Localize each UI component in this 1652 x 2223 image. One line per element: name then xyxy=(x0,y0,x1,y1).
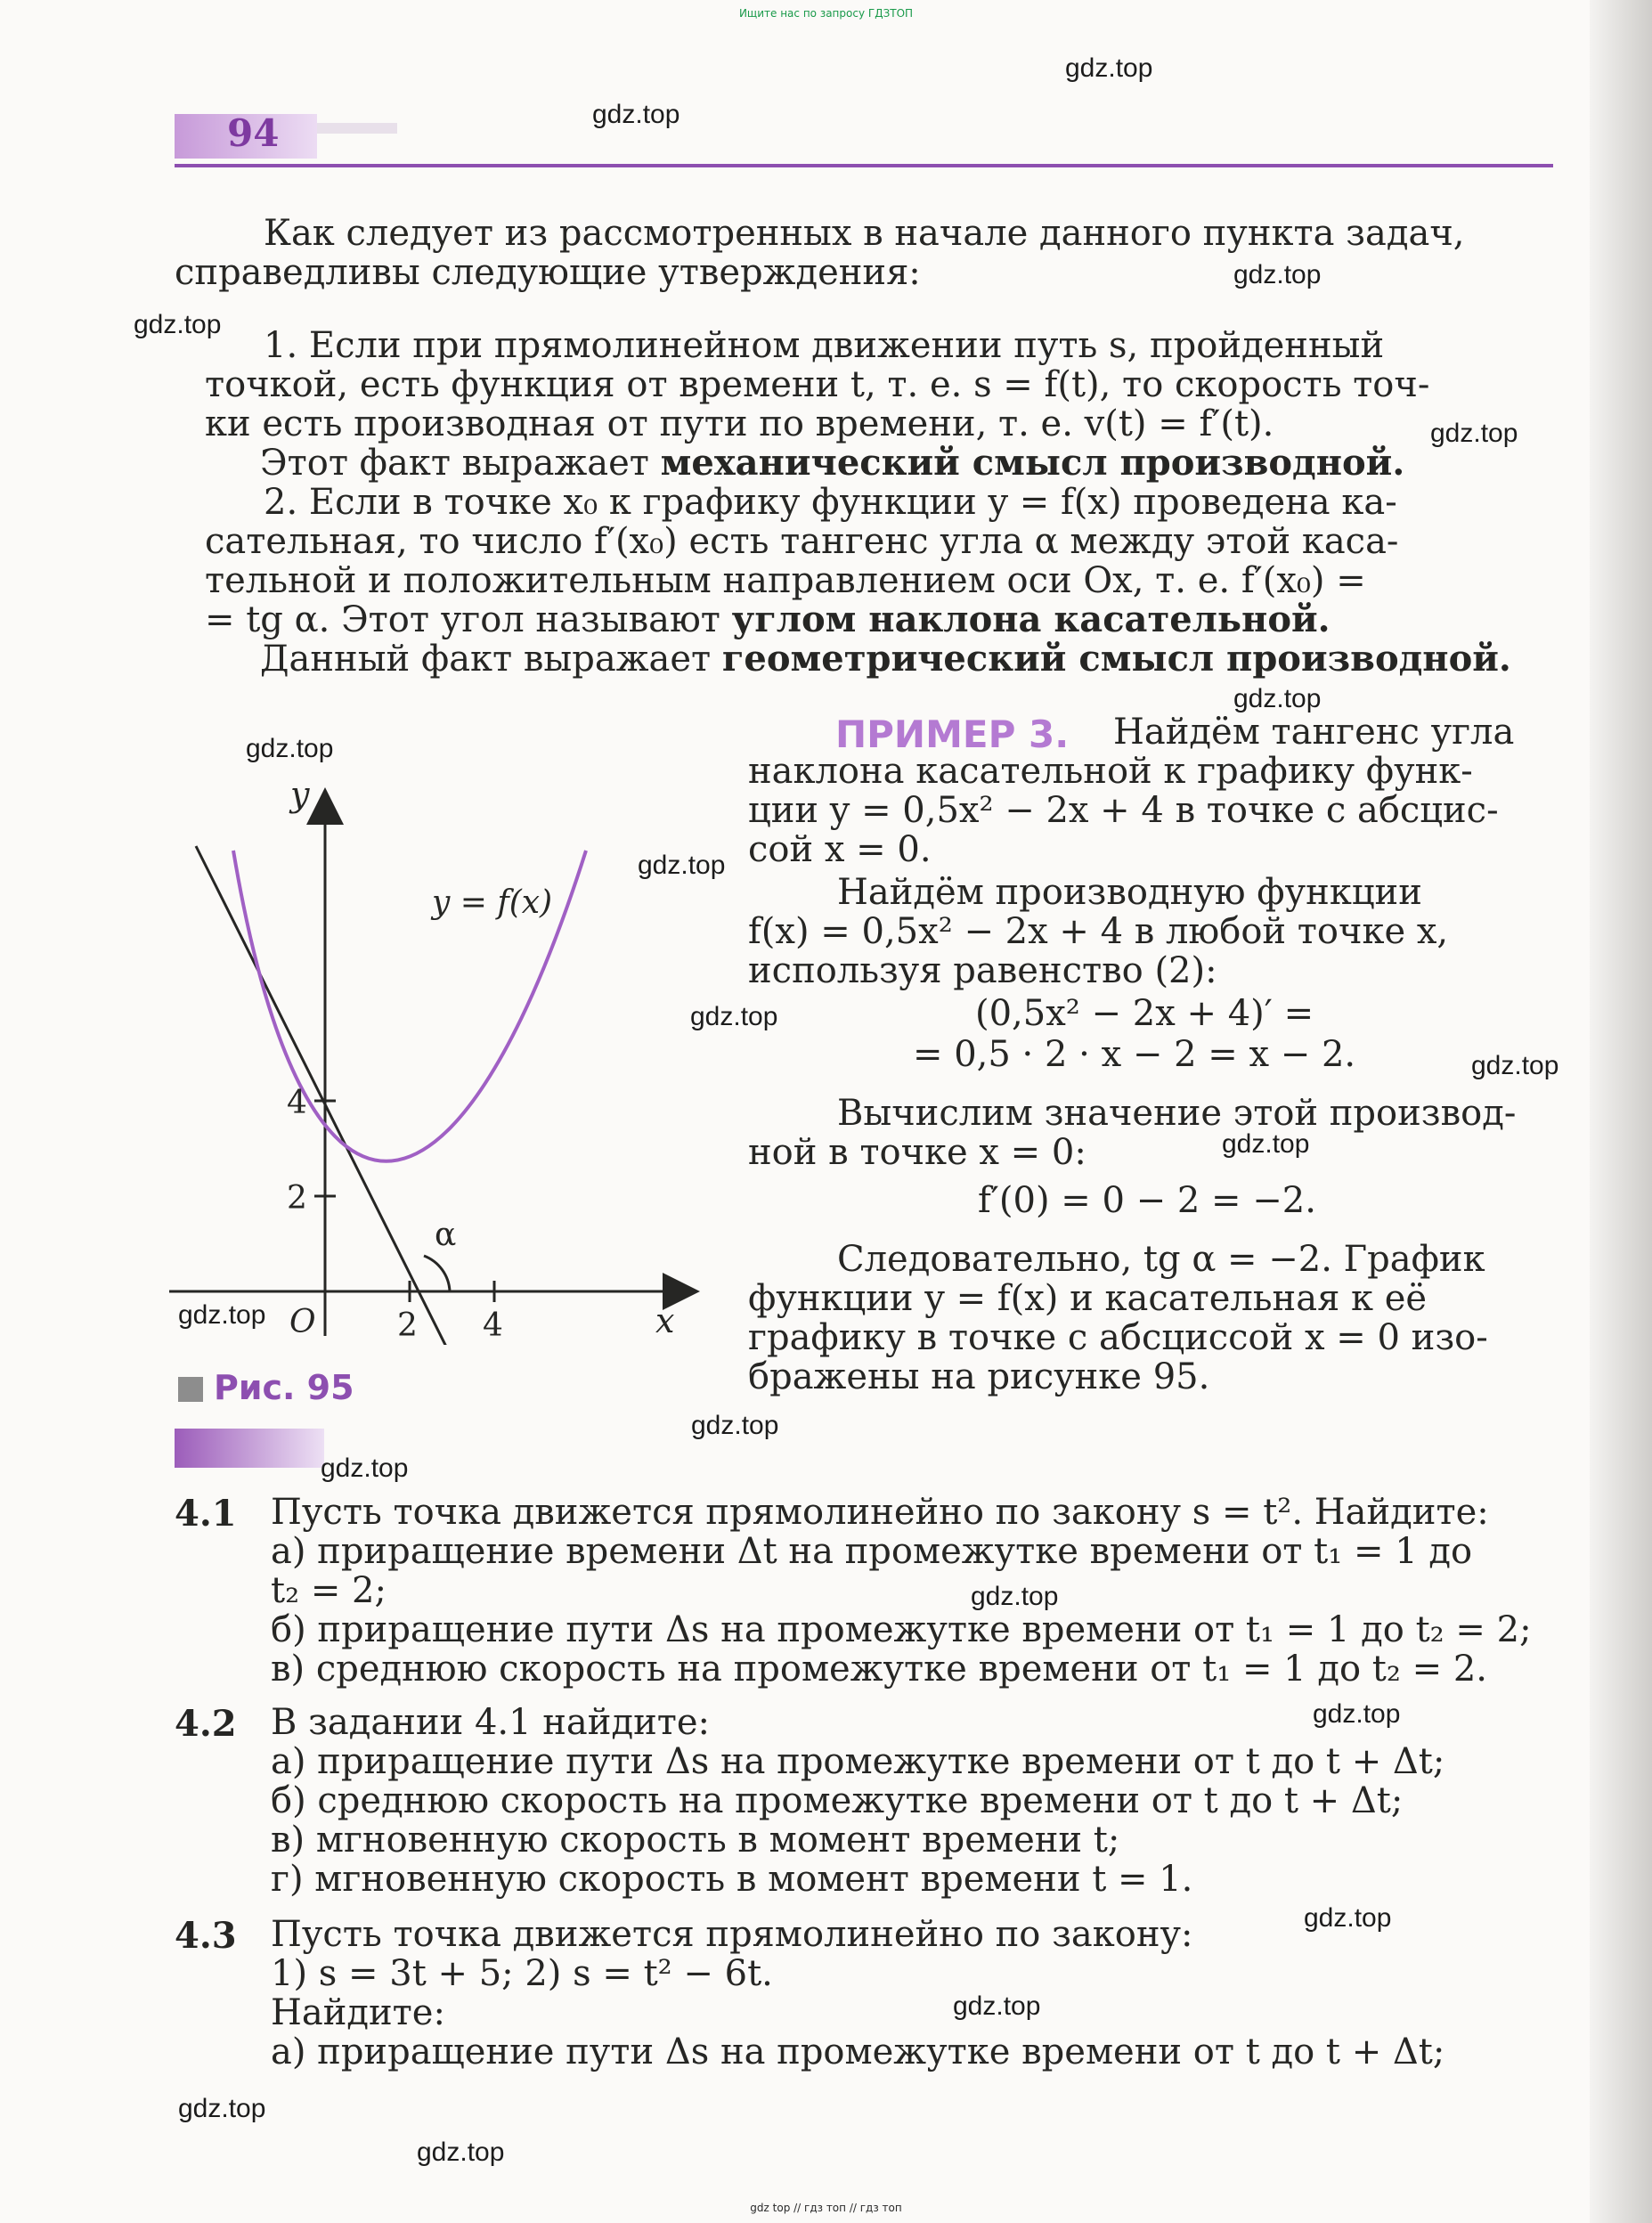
exercise-number: 4.1 xyxy=(175,1493,237,1535)
page-number: 94 xyxy=(227,111,280,155)
watermark: gdz.top xyxy=(321,1454,409,1483)
curve-label: y = f(x) xyxy=(432,884,553,921)
y-tick-label-2: 2 xyxy=(287,1180,307,1217)
figure-caption-marker xyxy=(178,1377,203,1402)
exercise-line: Найдите: xyxy=(271,1992,445,2033)
intro-line-2: справедливы следующие утверждения: xyxy=(175,252,921,293)
bottom-note: gdz top // гдз топ // гдз топ xyxy=(750,2202,902,2214)
top-note: Ищите нас по запросу ГДЗТОП xyxy=(738,7,914,20)
tangent-line xyxy=(196,846,450,1345)
intro-line-1: Как следует из рассмотренных в начале данного пункта задач, xyxy=(264,213,1465,254)
exercise-line: а) приращение времени Δt на промежутке времени от t₁ = 1 до xyxy=(271,1531,1473,1572)
watermark: gdz.top xyxy=(1471,1051,1559,1080)
watermark: gdz.top xyxy=(1233,260,1322,289)
example-line: функции y = f(x) и касательная к её xyxy=(748,1278,1428,1319)
x-tick-label-2: 2 xyxy=(397,1307,418,1344)
example-formula: f′(0) = 0 − 2 = −2. xyxy=(978,1180,1316,1221)
watermark: gdz.top xyxy=(178,1300,266,1330)
exercise-line: а) приращение пути Δs на промежутке времени от t до t + Δt; xyxy=(271,1741,1445,1782)
exercise-line: б) приращение пути Δs на промежутке времени от t₁ = 1 до t₂ = 2; xyxy=(271,1609,1532,1650)
example-line: Найдём производную функции xyxy=(837,872,1422,913)
watermark: gdz.top xyxy=(638,851,726,880)
exercise-line: Пусть точка движется прямолинейно по закону s = t². Найдите: xyxy=(271,1492,1489,1533)
origin-label: O xyxy=(289,1304,316,1340)
example-title: ПРИМЕР 3. xyxy=(835,712,1070,756)
item1-fact: Этот факт выражает механический смысл производной. xyxy=(260,442,1405,484)
watermark: gdz.top xyxy=(953,1991,1041,2021)
exercise-line: г) мгновенную скорость в момент времени t = 1. xyxy=(271,1859,1193,1900)
example-line: графику в точке с абсциссой x = 0 изо- xyxy=(748,1317,1488,1358)
item1-line-1: 1. Если при прямолинейном движении путь s, пройденный xyxy=(264,325,1385,366)
item2-line-1: 2. Если в точке x₀ к графику функции y = f(x) проведена ка- xyxy=(264,482,1397,523)
header-ghost-text xyxy=(317,123,397,134)
watermark: gdz.top xyxy=(1430,419,1518,448)
y-axis-label: y xyxy=(290,775,310,814)
example-line: Следовательно, tg α = −2. График xyxy=(837,1239,1485,1280)
angle-arc xyxy=(424,1256,450,1291)
page-edge-shadow xyxy=(1590,0,1652,2223)
exercise-line: в) мгновенную скорость в момент времени t; xyxy=(271,1820,1120,1861)
example-line: бражены на рисунке 95. xyxy=(748,1356,1210,1397)
exercise-line: 1) s = 3t + 5; 2) s = t² − 6t. xyxy=(271,1953,773,1994)
exercise-number: 4.3 xyxy=(175,1915,237,1957)
watermark: gdz.top xyxy=(246,734,334,763)
exercise-line: в) среднюю скорость на промежутке времени от t₁ = 1 до t₂ = 2. xyxy=(271,1649,1487,1690)
example-formula: = 0,5 · 2 · x − 2 = x − 2. xyxy=(913,1034,1356,1075)
item2-fact: Данный факт выражает геометрический смысл производной. xyxy=(260,638,1511,680)
figure-caption: Рис. 95 xyxy=(214,1368,354,1407)
example-line: ции y = 0,5x² − 2x + 4 в точке с абсцис- xyxy=(748,790,1499,831)
figure-95 xyxy=(160,766,712,1345)
exercise-line: б) среднюю скорость на промежутке времени от t до t + Δt; xyxy=(271,1780,1404,1821)
exercises-band xyxy=(175,1429,324,1468)
watermark: gdz.top xyxy=(691,1411,779,1440)
watermark: gdz.top xyxy=(592,100,680,129)
watermark: gdz.top xyxy=(1304,1903,1392,1933)
example-line: Вычислим значение этой производ- xyxy=(837,1093,1517,1134)
example-title-rest: Найдём тангенс угла xyxy=(1113,712,1515,753)
item2-line-2: сательная, то число f′(x₀) есть тангенс угла α между этой каса- xyxy=(205,521,1399,562)
item1-line-2: точкой, есть функция от времени t, т. е. s = f(t), то скорость точ- xyxy=(205,364,1430,405)
header-rule xyxy=(175,164,1553,167)
example-line: наклона касательной к графику функ- xyxy=(748,751,1473,792)
example-line: f(x) = 0,5x² − 2x + 4 в любой точке x, xyxy=(748,911,1449,952)
watermark: gdz.top xyxy=(1233,684,1322,713)
exercise-line: Пусть точка движется прямолинейно по закону: xyxy=(271,1914,1193,1955)
item2-line-4: = tg α. Этот угол называют углом наклона касательной. xyxy=(205,598,1331,640)
example-line: используя равенство (2): xyxy=(748,950,1217,991)
exercise-line: В задании 4.1 найдите: xyxy=(271,1702,711,1743)
watermark: gdz.top xyxy=(1313,1699,1401,1729)
example-line: сой x = 0. xyxy=(748,829,932,870)
exercise-line: а) приращение пути Δs на промежутке времени от t до t + Δt; xyxy=(271,2032,1445,2072)
x-tick-label-4: 4 xyxy=(483,1307,503,1344)
angle-label: α xyxy=(435,1217,457,1253)
watermark: gdz.top xyxy=(178,2094,266,2123)
watermark: gdz.top xyxy=(690,1002,778,1031)
watermark: gdz.top xyxy=(971,1582,1059,1611)
item1-line-3: ки есть производная от пути по времени, т. е. v(t) = f′(t). xyxy=(205,403,1274,444)
x-axis-label: x xyxy=(655,1301,675,1340)
watermark: gdz.top xyxy=(134,310,222,339)
exercise-line: t₂ = 2; xyxy=(271,1570,387,1611)
item2-line-3: тельной и положительным направлением оси Ox, т. е. f′(x₀) = xyxy=(205,560,1366,601)
exercise-number: 4.2 xyxy=(175,1703,237,1745)
watermark: gdz.top xyxy=(417,2138,505,2167)
watermark: gdz.top xyxy=(1222,1129,1310,1159)
example-formula: (0,5x² − 2x + 4)′ = xyxy=(975,993,1314,1034)
watermark: gdz.top xyxy=(1065,53,1153,83)
y-tick-label-4: 4 xyxy=(287,1085,307,1121)
example-line: ной в точке x = 0: xyxy=(748,1132,1086,1173)
